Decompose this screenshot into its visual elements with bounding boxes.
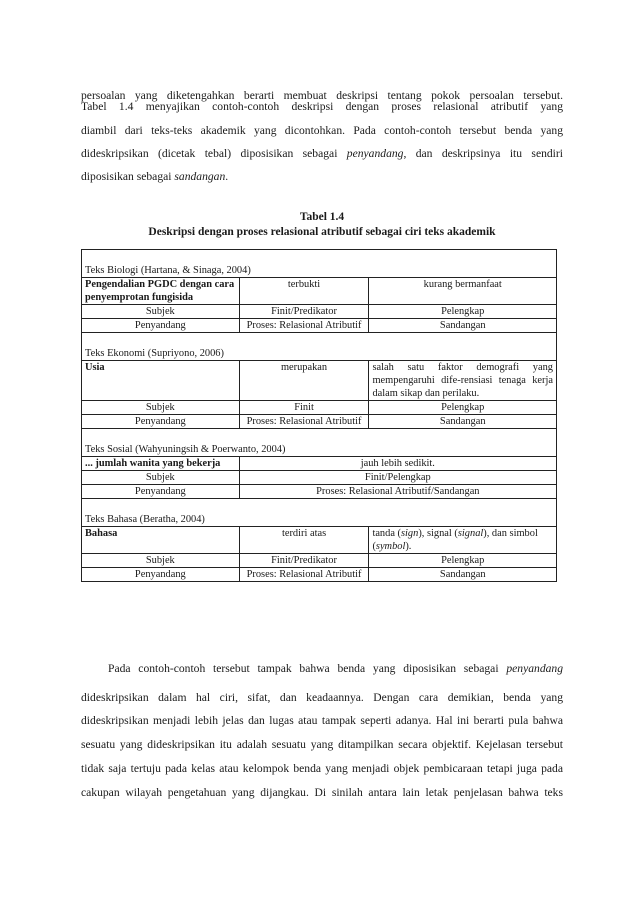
body-line-3: dideskripsikan menjadi lebih jelas dan lugas atau tampak seperti adanya. Hal ini berarti pula bahwa (81, 714, 563, 727)
description-table (81, 249, 557, 582)
example-verb: terbukti (239, 278, 369, 305)
position-complement: Sandangan (369, 415, 557, 429)
example-complement: salah satu faktor demografi yang mempengaruhi dife-rensiasi tenaga kerja dalam sikap dan perilaku. (369, 361, 557, 401)
body-line-2: dideskripsikan dalam hal ciri, sifat, dan keadaannya. Dengan cara demikian, benda yang (81, 691, 563, 704)
italic-term: penyandang (346, 147, 404, 160)
example-complement (369, 527, 557, 554)
body-line-4: sesuatu yang dideskripsikan itu adalah sesuatu yang ditampilkan secara objektif. Kejelasan tersebut (81, 738, 563, 751)
intro-line-2: Tabel 1.4 menyajikan contoh-contoh deskripsi dengan proses relasional atributif yang (81, 100, 563, 113)
intro-line-5 (81, 170, 228, 183)
body-line-1 (108, 662, 563, 675)
role-complement: Pelengkap (369, 554, 557, 568)
text-run: ), signal ( (418, 528, 458, 539)
role-complement: Pelengkap (369, 305, 557, 319)
table-spacer (82, 250, 557, 264)
position-subject: Penyandang (82, 415, 240, 429)
position-subject: Penyandang (82, 319, 240, 333)
section-heading: Teks Biologi (Hartana, & Sinaga, 2004) (82, 263, 557, 278)
role-subject: Subjek (82, 305, 240, 319)
position-subject: Penyandang (82, 485, 240, 499)
table-caption-number: Tabel 1.4 (299, 211, 345, 223)
position-verb: Proses: Relasional Atributif (239, 415, 369, 429)
example-subject: Bahasa (82, 527, 240, 554)
body-line-6: cakupan wilayah pengetahuan yang dijangkau. Di sinilah antara lain letak penjelasan bahwa teks (81, 786, 563, 799)
italic-term: sandangan (174, 170, 226, 183)
position-predicate: Proses: Relasional Atributif/Sandangan (239, 485, 556, 499)
example-subject: Usia (82, 361, 240, 401)
text-run: Pada contoh-contoh tersebut tampak bahwa benda yang diposisikan sebagai (108, 662, 499, 675)
position-verb: Proses: Relasional Atributif (239, 568, 369, 582)
text-run: ). (405, 541, 412, 552)
table-spacer (82, 429, 557, 443)
text-run: ), dan simbol ( (372, 528, 538, 552)
italic-term: penyandang (506, 662, 564, 675)
intro-line-1: persoalan yang diketengahkan berarti membuat deskripsi tentang pokok persoalan tersebut. (81, 89, 563, 102)
section-heading: Teks Ekonomi (Supriyono, 2006) (82, 346, 557, 361)
example-subject: Pengendalian PGDC dengan cara penyemprotan fungisida (82, 278, 240, 305)
text-run: dideskripsikan (dicetak tebal) diposisikan sebagai (81, 147, 338, 160)
section-heading: Teks Sosial (Wahyuningsih & Poerwanto, 2004) (82, 442, 557, 457)
intro-line-3: diambil dari teks-teks akademik yang dicontohkan. Pada contoh-contoh tersebut benda yang (81, 124, 563, 137)
example-subject: ... jumlah wanita yang bekerja (82, 457, 240, 471)
position-verb: Proses: Relasional Atributif (239, 319, 369, 333)
position-complement: Sandangan (369, 319, 557, 333)
example-verb: terdiri atas (239, 527, 369, 554)
role-verb: Finit (239, 401, 369, 415)
table-spacer (82, 333, 557, 347)
text-run: tanda ( (372, 528, 401, 539)
position-subject: Penyandang (82, 568, 240, 582)
role-subject: Subjek (82, 471, 240, 485)
role-predicate: Finit/Pelengkap (239, 471, 556, 485)
role-subject: Subjek (82, 554, 240, 568)
role-complement: Pelengkap (369, 401, 557, 415)
role-subject: Subjek (82, 401, 240, 415)
example-complement: kurang bermanfaat (369, 278, 557, 305)
intro-line-4 (81, 147, 563, 160)
text-run: diposisikan sebagai (81, 170, 172, 183)
italic-term: sign (401, 528, 419, 539)
role-verb: Finit/Predikator (239, 305, 369, 319)
role-verb: Finit/Predikator (239, 554, 369, 568)
table-spacer (82, 499, 557, 513)
italic-term: signal (457, 528, 484, 539)
example-verb: merupakan (239, 361, 369, 401)
italic-term: symbol (375, 541, 406, 552)
example-predicate: jauh lebih sedikit. (239, 457, 556, 471)
text-run: , dan deskripsinya itu sendiri (403, 147, 563, 160)
text-run: . (225, 170, 229, 183)
section-heading: Teks Bahasa (Beratha, 2004) (82, 512, 557, 527)
table-caption-title: Deskripsi dengan proses relasional atributif sebagai ciri teks akademik (148, 226, 496, 238)
body-line-5: tidak saja tertuju pada kelas atau kelompok benda yang menjadi objek pembicaraan tetapi juga pada (81, 762, 563, 775)
position-complement: Sandangan (369, 568, 557, 582)
